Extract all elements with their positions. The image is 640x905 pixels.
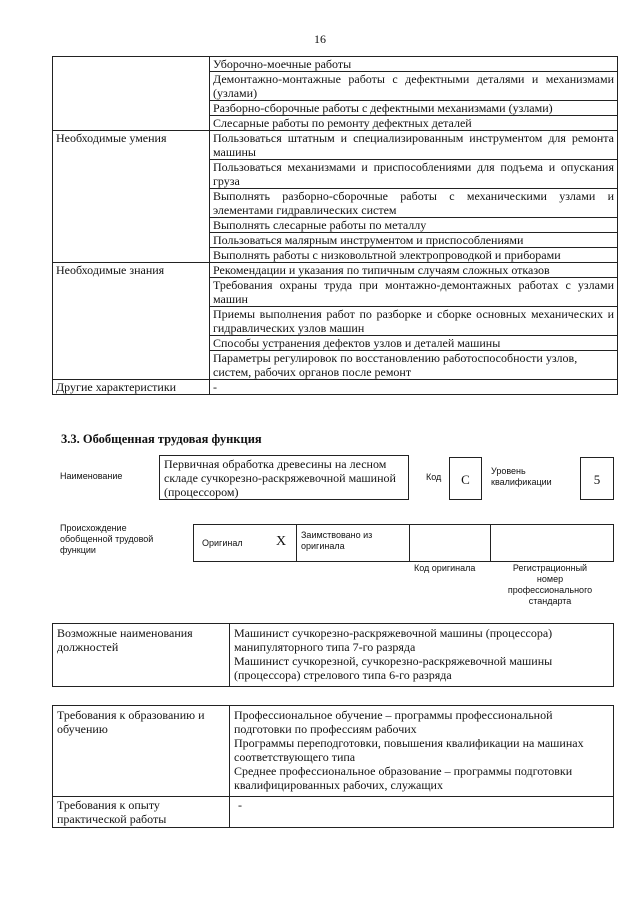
table-cell: Требования охраны труда при монтажно-демонтажных работах с узлами машин [210,278,618,307]
table-cell: Пользоваться штатным и специализированным инструментом для ремонта машины [210,131,618,160]
education-label: Требования к образованию и обучению [53,706,230,797]
original-label: Оригинал [202,538,243,548]
knowledge-label: Необходимые знания [53,263,210,380]
code-value-box: C [449,457,482,500]
table-cell: Выполнять разборно-сборочные работы с механическими узлами и элементами гидравлических систем [210,189,618,218]
code-label: Код [426,472,442,482]
education-item: Программы переподготовки, повышения квалификации на машинах соответствующего типа [234,736,584,764]
table-cell: Выполнять слесарные работы по металлу [210,218,618,233]
level-value-box: 5 [580,457,614,500]
table-cell: Параметры регулировок по восстановлению работоспособности узлов, систем, рабочих органов после ремонт [210,351,618,380]
education-cell [230,706,614,797]
education-item: Профессиональное обучение – программы профессиональной подготовки по профессиям рабочих [234,708,553,736]
table-row [53,797,614,828]
table-cell: Выполнять работы с низковольтной электропроводкой и приборами [210,248,618,263]
table-row [53,57,618,72]
position-item: Машинист сучкорезной, сучкорезно-раскряжевочной машины (процессора) стрелового типа 6-го разряда [234,654,553,682]
empty-label-cell [53,57,210,131]
table-row [53,624,614,687]
table-row [53,380,618,395]
table-cell: Способы устранения дефектов узлов и деталей машины [210,336,618,351]
positions-label: Возможные наименования должностей [53,624,230,687]
code-original-caption: Код оригинала [414,563,476,573]
table-cell: - [210,380,618,395]
original-check-mark: X [276,534,287,549]
name-label: Наименование [60,471,123,481]
section-title: 3.3. Обобщенная трудовая функция [61,432,262,446]
table-cell: Демонтажно-монтажные работы с дефектными деталями и механизмами (узлами) [210,72,618,101]
skills-label: Необходимые умения [53,131,210,263]
table-cell: Рекомендации и указания по типичным случаям сложных отказов [210,263,618,278]
table-row [53,263,618,278]
table-cell: Уборочно-моечные работы [210,57,618,72]
positions-table [52,623,614,687]
table-cell: Слесарные работы по ремонту дефектных деталей [210,116,618,131]
position-item: Машинист сучкорезно-раскряжевочной машины (процессора) манипуляторного типа 7-го разряда [234,626,553,654]
table-row [53,131,618,160]
experience-value: - [230,797,614,828]
table-row [53,706,614,797]
function-name-box: Первичная обработка древесины на лесном складе сучкорезно-раскряжевочной машиной (процессором) [159,455,409,500]
table-cell: Пользоваться механизмами и приспособлениями для подъема и опускания груза [210,160,618,189]
reg-number-caption: Регистрационный номер профессионального стандарта [507,563,593,606]
education-item: Среднее профессиональное образование – программы подготовки квалифицированных рабочих, служащих [234,764,573,792]
requirements-table [52,705,614,828]
positions-cell [230,624,614,687]
other-label: Другие характеристики [53,380,210,395]
level-label: Уровень квалификации [491,466,552,487]
competency-table [52,56,618,395]
page-number: 16 [314,32,326,46]
origin-grid [193,524,614,562]
table-cell: Приемы выполнения работ по разборке и сборке основных механических и гидравлических узлов машин [210,307,618,336]
table-cell: Пользоваться малярным инструментом и приспособлениями [210,233,618,248]
table-cell: Разборно-сборочные работы с дефектными механизмами (узлами) [210,101,618,116]
origin-label: Происхождение обобщенной трудовой функции [60,523,154,555]
experience-label: Требования к опыту практической работы [53,797,230,828]
borrowed-label: Заимствовано из оригинала [301,530,373,551]
